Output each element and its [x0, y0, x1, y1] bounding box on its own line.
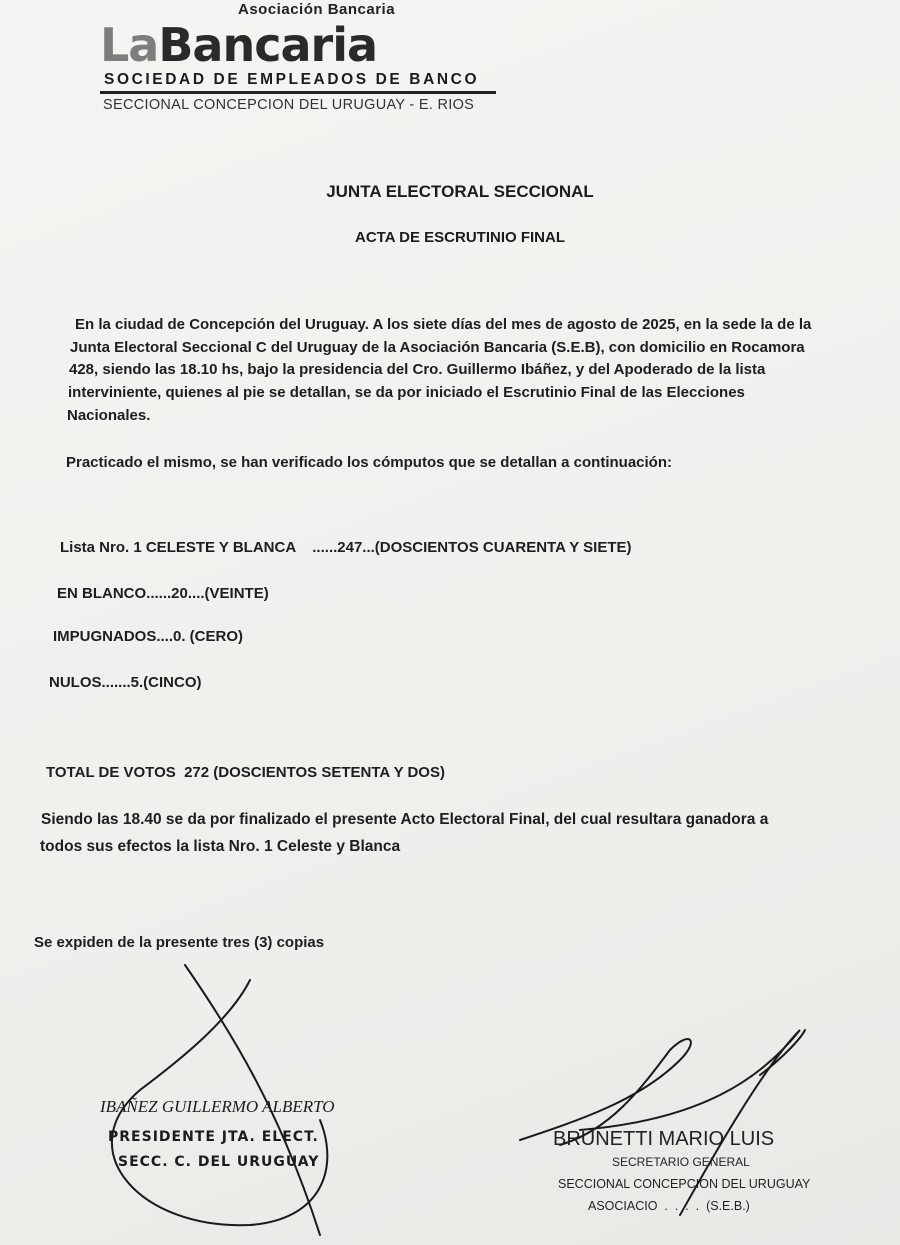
signature-right-name: BRUNETTI MARIO LUIS: [553, 1128, 775, 1150]
logo-top-text: Asociación Bancaria: [238, 1, 396, 18]
signature-left-name: IBAÑEZ GUILLERMO ALBERTO: [100, 1097, 335, 1116]
logo-la: La: [100, 21, 159, 69]
logo-subtitle: SOCIEDAD DE EMPLEADOS DE BANCO: [104, 71, 480, 88]
result-nulos: NULOS.......5.(CINCO): [49, 674, 202, 691]
signature-right-role: SECRETARIO GENERAL: [612, 1155, 750, 1169]
signature-right-place: SECCIONAL CONCEPCION DEL URUGUAY: [558, 1177, 811, 1191]
total-votes: TOTAL DE VOTOS 272 (DOSCIENTOS SETENTA Y DOS): [46, 764, 445, 781]
closing-line: Siendo las 18.40 se da por finalizado el presente Acto Electoral Final, del cual resultara ganadora a: [41, 811, 769, 828]
intro-line: Junta Electoral Seccional C del Uruguay de la Asociación Bancaria (S.E.B), con domicilio en Rocamora: [70, 339, 805, 356]
logo-seccional: SECCIONAL CONCEPCION DEL URUGUAY - E. RIOS: [103, 97, 475, 113]
signature-right-org: ASOCIACIO . . . . (S.E.B.): [588, 1199, 750, 1213]
copies-text: Se expiden de la presente tres (3) copias: [34, 934, 325, 951]
result-impugnados: IMPUGNADOS....0. (CERO): [53, 628, 244, 645]
practicado-text: Practicado el mismo, se han verificado los cómputos que se detallan a continuación:: [66, 454, 672, 471]
result-lista: Lista Nro. 1 CELESTE Y BLANCA ......247...(DOSCIENTOS CUARENTA Y SIETE): [60, 539, 632, 556]
intro-line: Nacionales.: [67, 407, 151, 424]
intro-line: En la ciudad de Concepción del Uruguay. A los siete días del mes de agosto de 2025, en la sede la de la: [75, 316, 812, 333]
document-subtitle: ACTA DE ESCRUTINIO FINAL: [355, 229, 565, 246]
result-blanco: EN BLANCO......20....(VEINTE): [57, 585, 269, 602]
signature-left-place: SECC. C. DEL URUGUAY: [118, 1154, 320, 1170]
intro-line: interviniente, quienes al pie se detallan, se da por iniciado el Escrutinio Final de las Elecciones: [68, 384, 745, 401]
closing-line: todos sus efectos la lista Nro. 1 Celeste y Blanca: [40, 838, 401, 855]
signature-left-role: PRESIDENTE JTA. ELECT.: [108, 1129, 319, 1145]
document-title: JUNTA ELECTORAL SECCIONAL: [326, 182, 594, 201]
logo-bancaria: Bancaria: [158, 21, 378, 69]
intro-line: 428, siendo las 18.10 hs, bajo la presidencia del Cro. Guillermo Ibáñez, y del Apoderado de la lista: [69, 361, 766, 378]
